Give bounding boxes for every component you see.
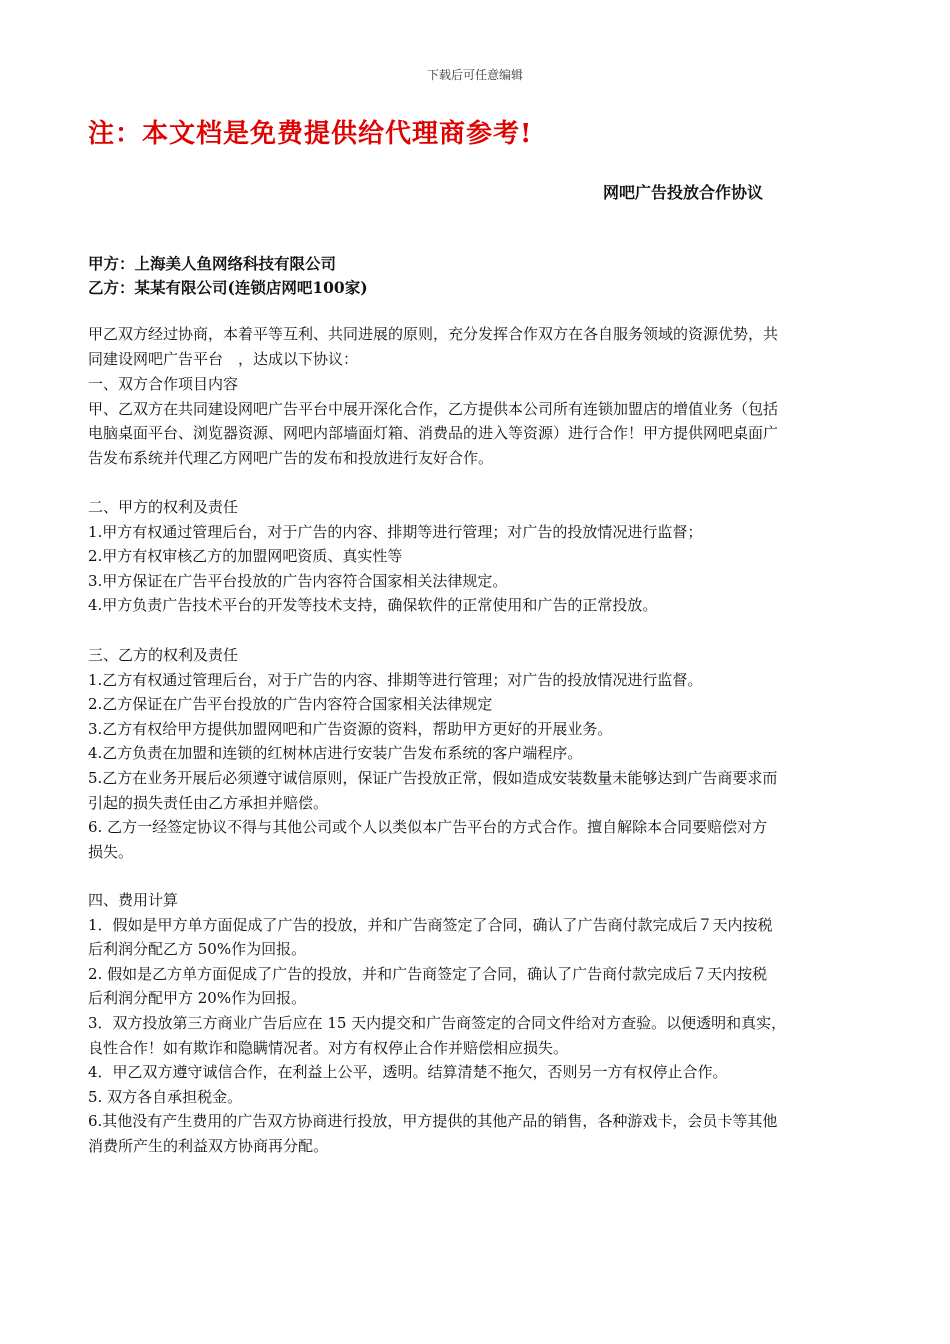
section-1-heading: 一、双方合作项目内容: [88, 375, 239, 393]
section-4-line: 3．双方投放第三方商业广告后应在 15 天内提交和广告商签定的合同文件给对方查验。以便透明和真实，: [88, 1013, 787, 1032]
section-1-line: 告发布系统并代理乙方网吧广告的发布和投放进行友好合作。: [88, 448, 494, 467]
section-4-line: 良性合作！如有欺诈和隐瞒情况者。对方有权停止合作并赔偿相应损失。: [88, 1038, 569, 1057]
section-2: [88, 495, 858, 618]
section-3-line: 5.乙方在业务开展后必须遵守诚信原则，保证广告投放正常，假如造成安装数量未能够达到广告商要求而: [88, 768, 778, 787]
section-4: [88, 888, 858, 1159]
section-2-line: 3.甲方保证在广告平台投放的广告内容符合国家相关法律规定。: [88, 571, 508, 590]
section-4-line: 5. 双方各自承担税金。: [88, 1087, 243, 1106]
section-1: [88, 372, 858, 470]
section-3-line: 2.乙方保证在广告平台投放的广告内容符合国家相关法律规定: [88, 695, 493, 714]
section-3-line: 引起的损失责任由乙方承担并赔偿。: [88, 793, 329, 812]
section-1-line: 电脑桌面平台、浏览器资源、网吧内部墙面灯箱、消费品的进入等资源）进行合作！甲方提供网吧桌面广: [88, 424, 779, 443]
section-4-line: 1．假如是甲方单方面促成了广告的投放，并和广告商签定了合同，确认了广告商付款完成后７天内按税: [88, 915, 773, 934]
section-3-line: 1.乙方有权通过管理后台，对于广告的内容、排期等进行管理；对广告的投放情况进行监督。: [88, 670, 703, 689]
section-3-heading: 三、乙方的权利及责任: [88, 646, 239, 664]
intro-line: 同建设网吧广告平台 ，达成以下协议：: [88, 349, 359, 368]
header-note: 下载后可任意编辑: [426, 68, 523, 82]
section-4-line: 6.其他没有产生费用的广告双方协商进行投放，甲方提供的其他产品的销售，各种游戏卡，会员卡等其他: [88, 1112, 778, 1131]
party-b: 乙方：某某有限公司(连锁店网吧100家): [88, 278, 368, 297]
section-3-line: 3.乙方有权给甲方提供加盟网吧和广告资源的资料，帮助甲方更好的开展业务。: [88, 719, 613, 738]
section-3-line: 4.乙方负责在加盟和连锁的红树林店进行安装广告发布系统的客户端程序。: [88, 744, 583, 763]
section-2-heading: 二、甲方的权利及责任: [88, 498, 239, 516]
notice-banner: 注：本文档是免费提供给代理商参考!: [88, 119, 533, 149]
party-a: 甲方：上海美人鱼网络科技有限公司: [88, 254, 337, 273]
section-4-line: 消费所产生的利益双方协商再分配。: [88, 1136, 329, 1155]
section-4-line: 后利润分配乙方 50%作为回报。: [88, 940, 307, 959]
section-2-line: 4.甲方负责广告技术平台的开发等技术支持，确保软件的正常使用和广告的正常投放。: [88, 596, 658, 615]
section-4-line: 4．甲乙双方遵守诚信合作，在利益上公平，透明。结算清楚不拖欠，否则另一方有权停止合作。: [88, 1063, 728, 1082]
section-1-line: 甲、乙双方在共同建设网吧广告平台中展开深化合作，乙方提供本公司所有连锁加盟店的增值业务（包括: [88, 399, 779, 418]
section-3-line: 6. 乙方一经签定协议不得与其他公司或个人以类似本广告平台的方式合作。擅自解除本合同要赔偿对方: [88, 818, 768, 837]
section-3-line: 损失。: [88, 842, 134, 861]
section-3: [88, 643, 858, 864]
intro-line: 甲乙双方经过协商，本着平等互利、共同进展的原则，充分发挥合作双方在各自服务领域的资源优势，共: [88, 325, 779, 343]
section-4-line: 后利润分配甲方 20%作为回报。: [88, 989, 307, 1008]
section-2-line: 2.甲方有权审核乙方的加盟网吧资质、真实性等: [88, 547, 403, 566]
section-4-line: 2. 假如是乙方单方面促成了广告的投放，并和广告商签定了合同，确认了广告商付款完成后７天内按税: [88, 964, 768, 983]
section-2-line: 1.甲方有权通过管理后台，对于广告的内容、排期等进行管理；对广告的投放情况进行监督；: [88, 522, 703, 541]
section-4-heading: 四、费用计算: [88, 891, 179, 909]
document-title: 网吧广告投放合作协议: [603, 183, 764, 202]
intro-paragraph: [88, 322, 858, 371]
